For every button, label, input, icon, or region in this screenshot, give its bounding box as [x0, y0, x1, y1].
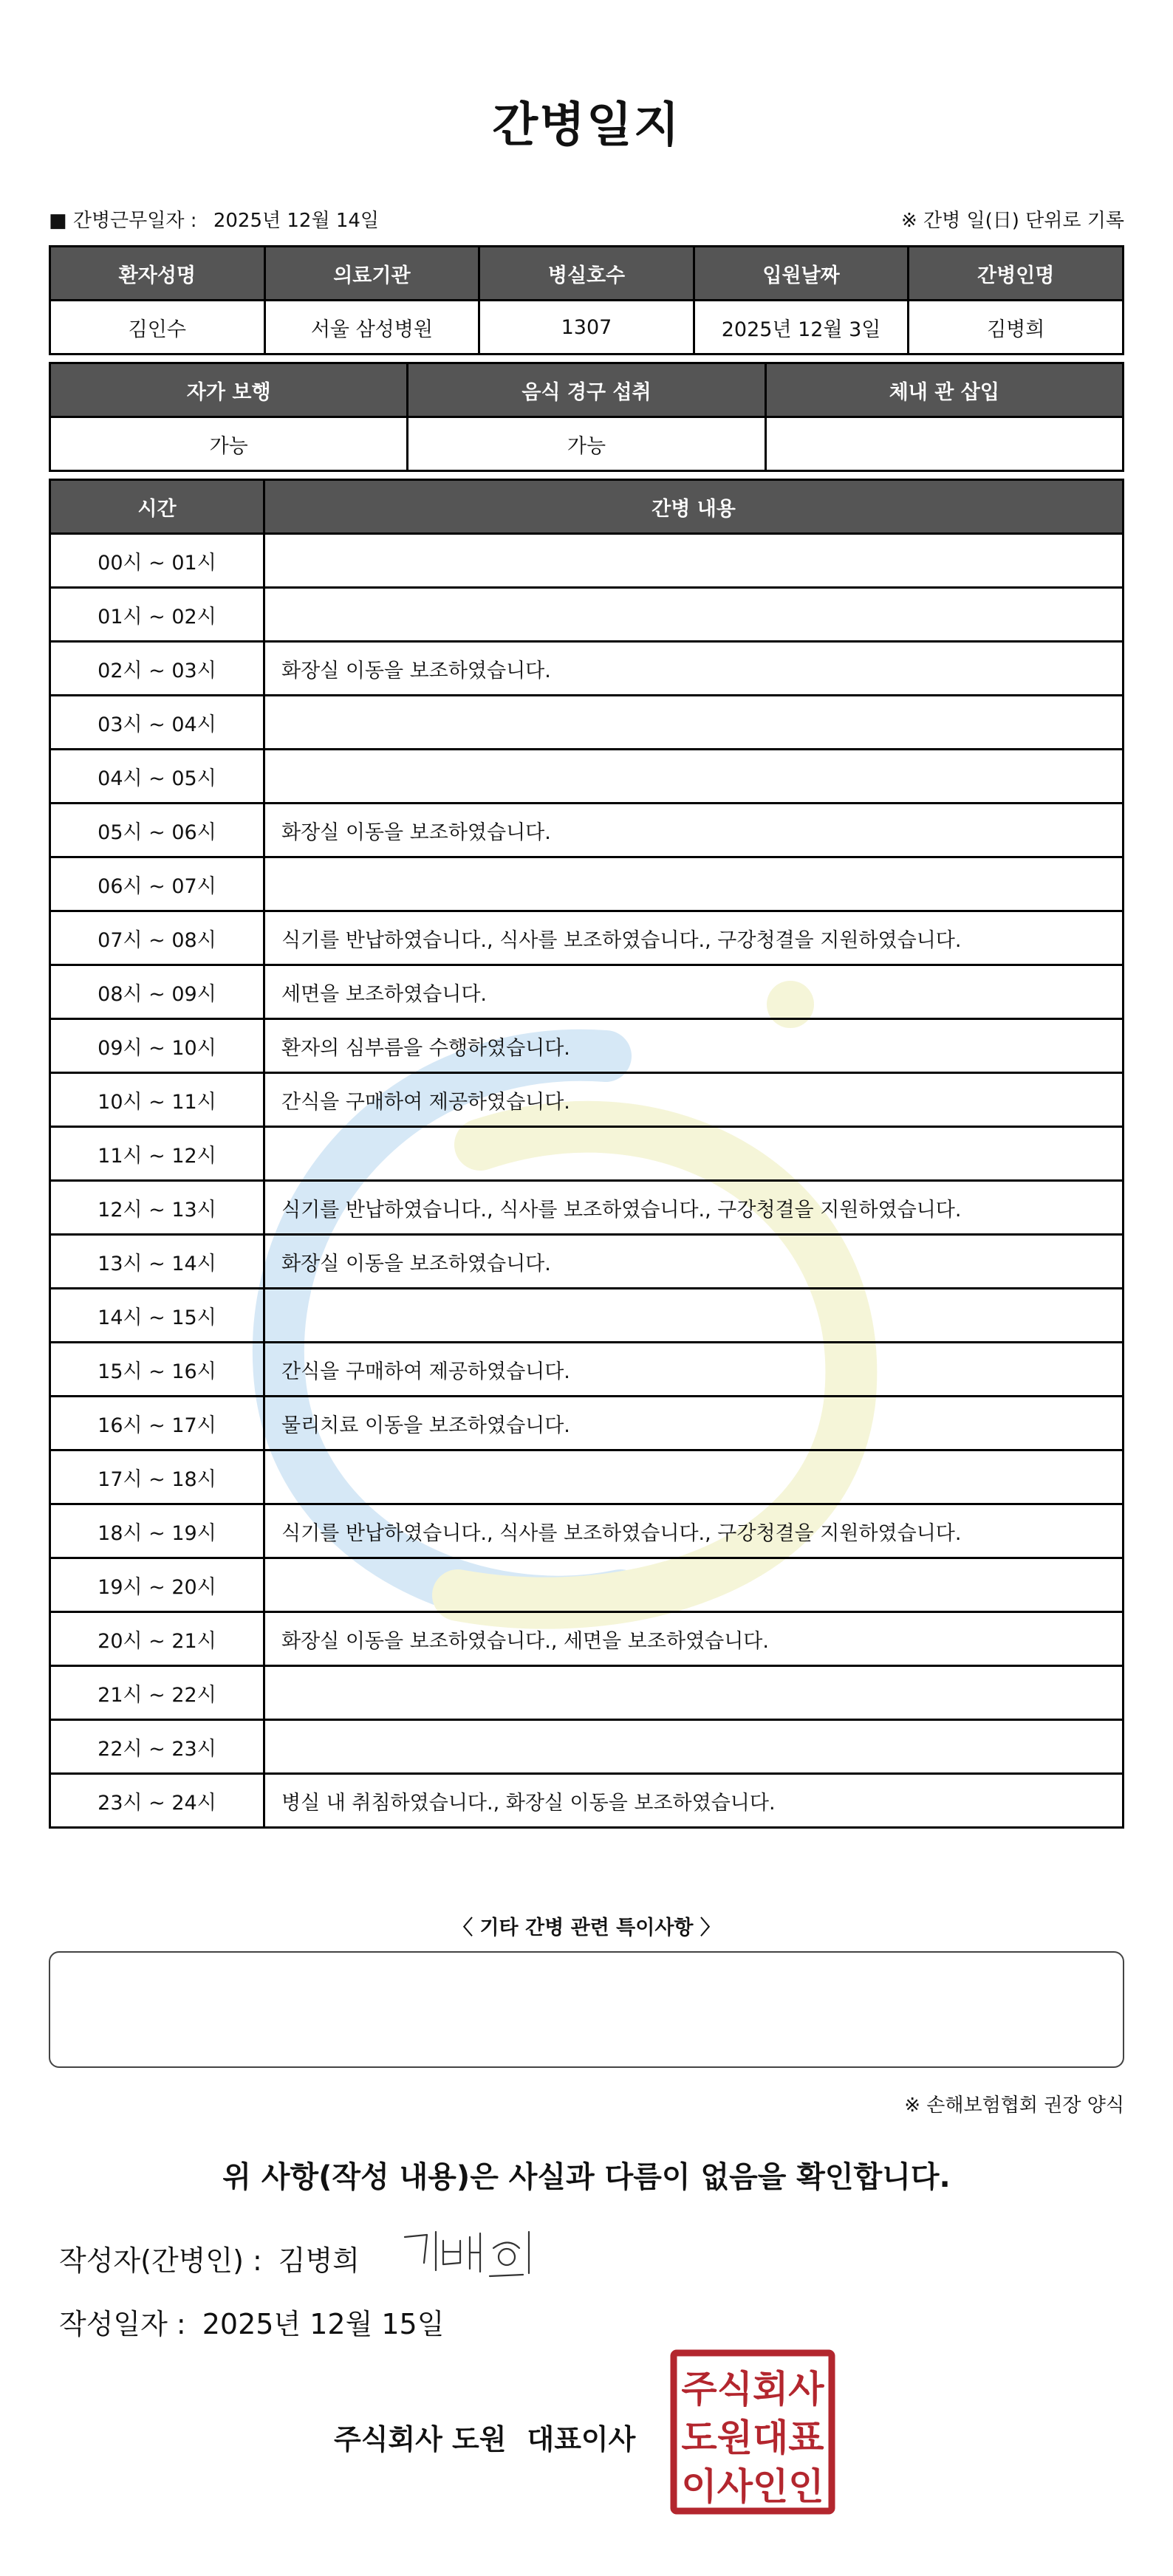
company-line	[334, 2416, 635, 2457]
document-title: 간병일지	[492, 98, 681, 153]
hospital-name: 서울 삼성병원	[264, 301, 479, 354]
care-log-content	[264, 750, 1124, 804]
handwritten-signature	[397, 2219, 545, 2285]
care-log-row	[50, 1666, 1124, 1720]
work-date-label: ■ 간병근무일자 :	[49, 210, 197, 232]
tube-insertion-value	[765, 417, 1123, 471]
care-log-row	[50, 534, 1124, 588]
company-seal-stamp	[669, 2349, 836, 2515]
care-log-content: 화장실 이동을 보조하였습니다., 세면을 보조하였습니다.	[264, 1612, 1124, 1666]
care-log-time: 13시 ~ 14시	[50, 1235, 264, 1289]
care-log-row	[50, 1720, 1124, 1774]
care-log-content: 세면을 보조하였습니다.	[264, 965, 1124, 1019]
care-log-time: 05시 ~ 06시	[50, 804, 264, 857]
care-log-row	[50, 1397, 1124, 1450]
oral-intake-value: 가능	[408, 417, 765, 471]
care-log-content	[264, 1127, 1124, 1181]
care-log-content	[264, 1558, 1124, 1612]
company-name: 주식회사 도원	[334, 2423, 507, 2456]
patient-name: 김인수	[50, 301, 265, 354]
care-log-row	[50, 804, 1124, 857]
header-patient-name: 환자성명	[50, 247, 265, 301]
care-log-content: 화장실 이동을 보조하였습니다.	[264, 1235, 1124, 1289]
care-log-row	[50, 1019, 1124, 1073]
care-log-content	[264, 1666, 1124, 1720]
association-note: ※ 손해보험협회 권장 양식	[904, 2094, 1124, 2117]
care-log-row	[50, 1127, 1124, 1181]
patient-info-header-row	[50, 247, 1124, 301]
care-log-row	[50, 642, 1124, 696]
care-log-content	[264, 1289, 1124, 1343]
care-log-row	[50, 1343, 1124, 1397]
seal-line-2: 도원대표	[681, 2416, 824, 2459]
care-log-time: 04시 ~ 05시	[50, 750, 264, 804]
room-number: 1307	[479, 301, 694, 354]
care-log-row	[50, 1235, 1124, 1289]
work-date-value: 2025년 12월 14일	[213, 210, 380, 232]
care-log-time: 19시 ~ 20시	[50, 1558, 264, 1612]
care-log-header-row	[50, 480, 1124, 534]
care-log-row	[50, 1558, 1124, 1612]
header-hospital: 의료기관	[264, 247, 479, 301]
care-log-content: 식기를 반납하였습니다., 식사를 보조하였습니다., 구강청결을 지원하였습니다.	[264, 911, 1124, 965]
care-log-time: 16시 ~ 17시	[50, 1397, 264, 1450]
care-log-time: 02시 ~ 03시	[50, 642, 264, 696]
care-log-row	[50, 1289, 1124, 1343]
care-log-row	[50, 1504, 1124, 1558]
care-log-content: 간식을 구매하여 제공하였습니다.	[264, 1343, 1124, 1397]
confirmation-statement: 위 사항(작성 내용)은 사실과 다름이 없음을 확인합니다.	[222, 2160, 951, 2194]
header-care-content: 간병 내용	[264, 480, 1124, 534]
care-log-time: 07시 ~ 08시	[50, 911, 264, 965]
header-caregiver-name: 간병인명	[909, 247, 1124, 301]
care-log-content: 화장실 이동을 보조하였습니다.	[264, 642, 1124, 696]
care-log-time: 09시 ~ 10시	[50, 1019, 264, 1073]
care-log-time: 18시 ~ 19시	[50, 1504, 264, 1558]
special-notes-box	[49, 1951, 1124, 2068]
header-room-number: 병실호수	[479, 247, 694, 301]
writer-label: 작성자(간병인) :	[59, 2244, 262, 2277]
special-notes-title: 〈 기타 간병 관련 특이사항 〉	[453, 1916, 720, 1939]
care-log-content	[264, 696, 1124, 750]
care-log-content: 화장실 이동을 보조하였습니다.	[264, 804, 1124, 857]
care-log-content: 병실 내 취침하였습니다., 화장실 이동을 보조하였습니다.	[264, 1774, 1124, 1828]
writer-line	[59, 2238, 360, 2278]
patient-status-table	[49, 362, 1124, 472]
writer-name: 김병희	[278, 2244, 360, 2277]
work-date-line	[49, 205, 379, 233]
care-log-time: 00시 ~ 01시	[50, 534, 264, 588]
care-log-time: 22시 ~ 23시	[50, 1720, 264, 1774]
care-log-row	[50, 911, 1124, 965]
write-date-label: 작성일자 :	[59, 2308, 186, 2340]
header-time: 시간	[50, 480, 264, 534]
care-log-time: 03시 ~ 04시	[50, 696, 264, 750]
care-log-table	[49, 479, 1124, 1829]
seal-line-3: 이사인인	[681, 2465, 824, 2508]
care-log-row	[50, 965, 1124, 1019]
care-log-body	[50, 534, 1124, 1828]
care-log-row	[50, 1450, 1124, 1504]
care-log-content: 식기를 반납하였습니다., 식사를 보조하였습니다., 구강청결을 지원하였습니다.	[264, 1504, 1124, 1558]
self-walking-value: 가능	[50, 417, 408, 471]
care-log-row	[50, 1073, 1124, 1127]
care-log-row	[50, 750, 1124, 804]
care-log-time: 20시 ~ 21시	[50, 1612, 264, 1666]
care-log-content	[264, 857, 1124, 911]
header-admission-date: 입원날짜	[694, 247, 909, 301]
patient-status-header-row	[50, 363, 1124, 417]
care-log-content	[264, 588, 1124, 642]
care-log-time: 21시 ~ 22시	[50, 1666, 264, 1720]
unit-note: ※ 간병 일(日) 단위로 기록	[900, 210, 1124, 232]
care-log-row	[50, 588, 1124, 642]
write-date-value: 2025년 12월 15일	[202, 2308, 445, 2340]
care-log-time: 23시 ~ 24시	[50, 1774, 264, 1828]
patient-info-value-row	[50, 301, 1124, 354]
care-log-time: 10시 ~ 11시	[50, 1073, 264, 1127]
caregiver-name: 김병희	[909, 301, 1124, 354]
header-self-walking: 자가 보행	[50, 363, 408, 417]
care-log-time: 12시 ~ 13시	[50, 1181, 264, 1235]
patient-status-value-row	[50, 417, 1124, 471]
care-log-time: 17시 ~ 18시	[50, 1450, 264, 1504]
care-log-row	[50, 1181, 1124, 1235]
care-log-time: 14시 ~ 15시	[50, 1289, 264, 1343]
care-log-time: 15시 ~ 16시	[50, 1343, 264, 1397]
care-log-content: 식기를 반납하였습니다., 식사를 보조하였습니다., 구강청결을 지원하였습니다.	[264, 1181, 1124, 1235]
care-log-content: 간식을 구매하여 제공하였습니다.	[264, 1073, 1124, 1127]
care-log-content	[264, 1720, 1124, 1774]
care-log-content: 물리치료 이동을 보조하였습니다.	[264, 1397, 1124, 1450]
care-log-time: 06시 ~ 07시	[50, 857, 264, 911]
care-log-content: 환자의 심부름을 수행하였습니다.	[264, 1019, 1124, 1073]
care-log-time: 11시 ~ 12시	[50, 1127, 264, 1181]
seal-line-1: 주식회사	[681, 2368, 824, 2411]
care-log-row	[50, 857, 1124, 911]
representative-title: 대표이사	[527, 2423, 636, 2456]
header-oral-intake: 음식 경구 섭취	[408, 363, 765, 417]
care-log-row	[50, 696, 1124, 750]
care-log-row	[50, 1612, 1124, 1666]
header-tube-insertion: 체내 관 삽입	[765, 363, 1123, 417]
care-log-time: 01시 ~ 02시	[50, 588, 264, 642]
admission-date: 2025년 12월 3일	[694, 301, 909, 354]
care-log-content	[264, 534, 1124, 588]
care-log-row	[50, 1774, 1124, 1828]
care-log-time: 08시 ~ 09시	[50, 965, 264, 1019]
write-date-line	[59, 2301, 444, 2342]
patient-info-table	[49, 245, 1124, 355]
care-log-content	[264, 1450, 1124, 1504]
